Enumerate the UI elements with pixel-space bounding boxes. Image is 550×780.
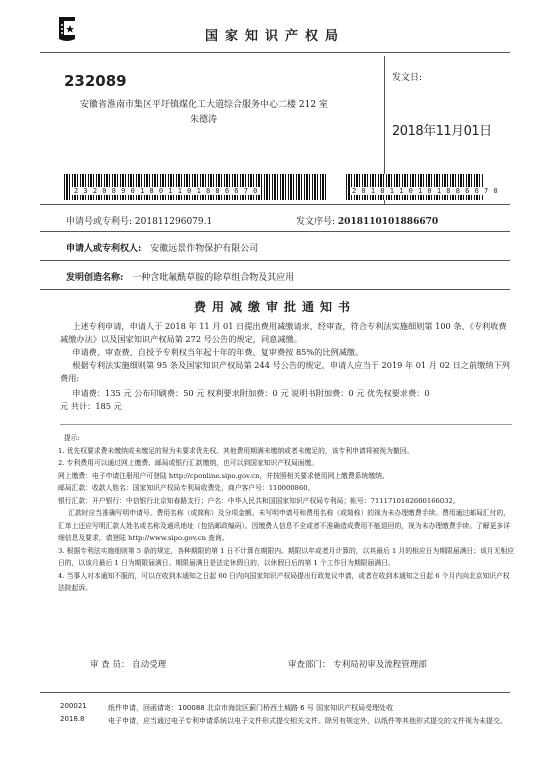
invention-row (66, 270, 294, 283)
reviewer-label: 审 查 员： (90, 660, 130, 670)
department-row (288, 658, 427, 670)
tips-heading: 提示: (64, 434, 80, 442)
rule-1 (40, 204, 510, 205)
fee-list-2: 元 共计：185 元 (60, 401, 122, 411)
application-number-row (66, 214, 212, 227)
reviewer-row (90, 658, 166, 670)
rule-2 (40, 231, 510, 232)
department-name: 专利局初审及流程管理部 (333, 660, 427, 670)
applicant-label: 申请人或专利权人: (66, 244, 142, 254)
postcode: 232089 (64, 72, 127, 90)
serial-number-row (296, 214, 438, 227)
footer-text (108, 702, 518, 728)
header-rule (40, 52, 510, 53)
rule-3 (40, 260, 510, 261)
footer-rule (40, 692, 510, 693)
footer-line-1: 纸件申请，回函请寄：100088 北京市海淀区蓟门桥西土城路 6 号 国家知识产权局受理处收 (108, 704, 394, 712)
office-name: 国家知识产权局 (204, 29, 345, 44)
recipient-address: 安徽省淮南市集区平圩镇煤化工大道综合服务中心二楼 212 室 (80, 100, 328, 110)
notice-title: 费用减缴审批通知书 (193, 300, 356, 314)
dispatch-date: 2018年11月01日 (392, 124, 492, 139)
rule-4 (40, 289, 510, 290)
serial-number-label: 发文序号: (296, 217, 336, 227)
reviewer-name: 自动受理 (132, 660, 167, 670)
form-code: 200021 (60, 702, 87, 710)
barcode-right-digits: 2 0 1 8 1 1 0 1 0 1 8 8 6 6 7 0 (352, 187, 499, 195)
tip-item: 4. 当事人对本通知不服的，可以在收到本通知之日起 60 日内向国家知识产权局提出行政复议申请，或者在收到本通知之日起 6 个月内向北京知识产权法院起诉。 (58, 571, 510, 592)
application-number: 201811296079.1 (134, 217, 213, 227)
tip-item: 邮局汇款：收款人姓名：国家知识产权局专利局收费处，商户客户号：110000860。 (58, 484, 315, 492)
barcode-left-digits: 2 3 2 0 8 9 0 1 8 0 1 1 0 1 8 8 6 6 7 0 (74, 187, 258, 195)
form-version: 2018.8 (60, 715, 85, 723)
applicant-row (66, 241, 258, 254)
recipient-name: 朱德涛 (190, 115, 218, 125)
notice-body (60, 320, 512, 413)
notice-paragraph-3: 根据专利法实施细则第 95 条及国家知识产权局第 244 号公告的规定，申请人应当于 2019 年 01 月 02 日之前缴纳下列费用: (60, 360, 510, 383)
tips-block (58, 432, 514, 595)
dispatch-date-label: 发文日: (392, 73, 423, 83)
notice-paragraph-2: 申请费、审查费、自授予专利权当年起十年的年费、复审费按 85%的比例减缴。 (72, 347, 364, 357)
serial-number: 2018110101886670 (337, 217, 439, 227)
fee-list-1: 申请费：135 元 公布印刷费：50 元 权利要求附加费：0 元 说明书附加费：0 元 优先权要求费：0 (72, 388, 430, 398)
applicant-name: 安徽远景作物保护有限公司 (150, 244, 259, 254)
tip-item: 3. 根据专利法实施细则第 5 条的规定，各种期限的第 1 日不计算在期限内。期限以年或者月计算的，以其最后 1 月的相应日为期限届满日；该月无相应日的，以该月最后 1 日为期限届满日。期限届满日是法定休假日的，以休假日后的第 1 个工作日为期限届满日。 (58, 546, 514, 567)
invention-title: 一种含吡氟酰草胺的除草组合物及其应用 (132, 273, 295, 283)
application-number-label: 申请号或专利号: (66, 217, 133, 227)
notice-paragraph-1: 上述专利申请，申请人于 2018 年 11 月 01 日提出费用减缴请求，经审查，符合专利法实施细则第 100 条、《专利收费减缴办法》以及国家知识产权局第 272 号公告的规定，同意减缴。 (60, 321, 507, 344)
tip-item: 2. 专利费用可以通过网上缴费、邮局或银行汇款缴纳，也可以到国家知识产权局面缴。 (58, 459, 319, 467)
tip-item: 1. 优先权要求费未缴纳或未缴足的视为未要求优先权。其他费用期满未缴纳或者未缴足的，该专利申请将被视为撤回。 (58, 446, 414, 455)
tips-rule (60, 424, 512, 425)
tip-item: 银行汇款：开户银行：中信银行北京知春路支行；户名：中华人民共和国国家知识产权局专利局；帐号：7111710182600166032。 (58, 496, 460, 505)
footer-line-2: 电子申请，应当通过电子专利申请系统以电子文件形式提交相关文件。除另有规定外，以纸件等其他形式提交的文件视为未提交。 (108, 717, 507, 725)
invention-label: 发明创造名称: (66, 273, 124, 283)
department-label: 审查部门： (288, 660, 331, 670)
tip-item: 网上缴费：电子申请注册用户可登陆 http://cponline.sipo.gov.cn，并按照相关要求使用网上缴费系统缴纳。 (58, 471, 389, 480)
tip-item: 汇款时应当准确写明申请号、费用名称（或简称）及分项金额。未写明申请号和费用名称（或简称）的视为未办理缴费手续。费用通过邮局汇付的，汇单上还应写明汇款人姓名或名称及通讯地址（包括邮政编码）。因缴费人信息不全或者不准确造成费用不能退回的，视为未办理缴费手续。了解更多详细信息及要求，请登陆 http://www.sipo.gov.cn 查询。 (58, 509, 510, 542)
